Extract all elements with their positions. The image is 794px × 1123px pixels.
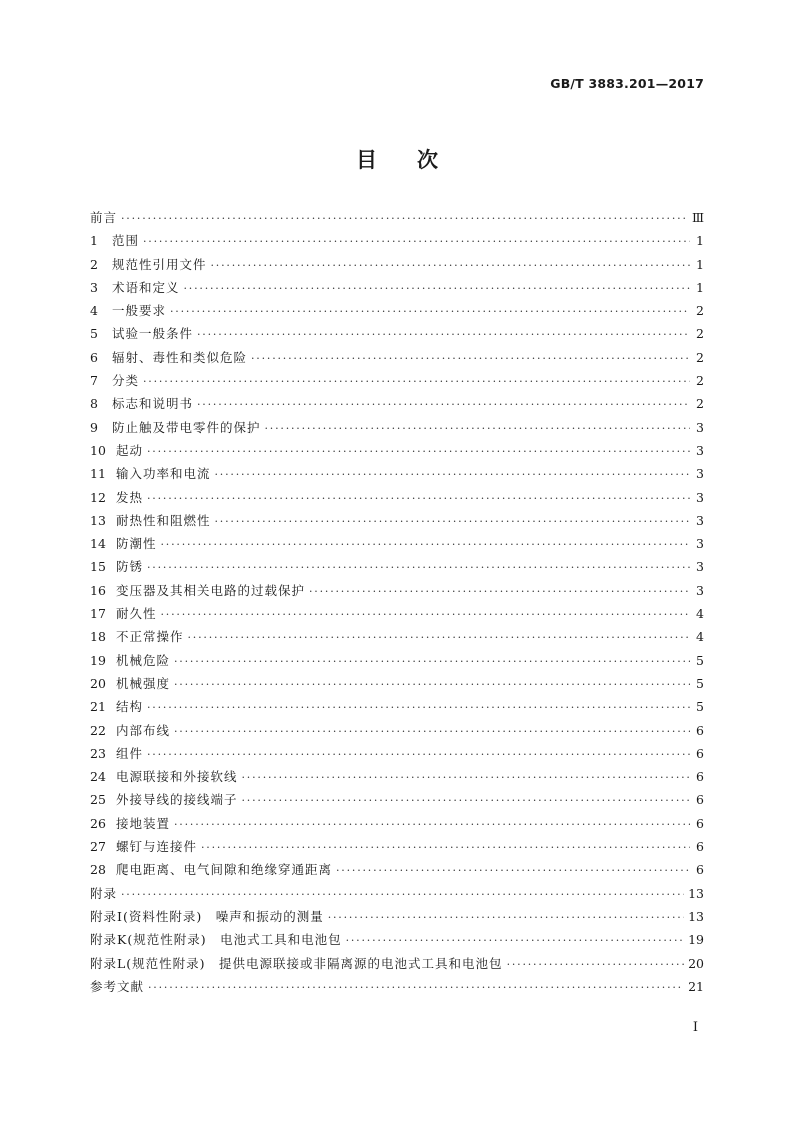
toc-entry-number: 19	[90, 652, 106, 668]
toc-entry-page: 13	[688, 908, 704, 924]
toc-entry-title: 试验一般条件	[112, 326, 194, 342]
toc-entry-page: 3	[696, 489, 704, 505]
toc-dot-leader	[215, 510, 690, 533]
toc-entry[interactable]	[90, 555, 704, 578]
toc-entry-page: 21	[688, 978, 704, 994]
toc-entry[interactable]	[90, 229, 704, 252]
toc-entry-number: 20	[90, 675, 106, 691]
toc-entry-number: 14	[90, 536, 106, 552]
toc-dot-leader	[147, 556, 690, 579]
toc-entry[interactable]	[90, 299, 704, 322]
toc-entry-title: 规范性引用文件	[112, 256, 207, 272]
toc-entry[interactable]	[90, 742, 704, 765]
toc-dot-leader	[201, 836, 690, 859]
toc-entry[interactable]	[90, 392, 704, 415]
toc-entry-page: 6	[696, 745, 704, 761]
toc-entry-title: 附录K(规范性附录) 电池式工具和电池包	[90, 932, 342, 948]
toc-entry-number: 16	[90, 582, 106, 598]
toc-entry-title: 附录L(规范性附录) 提供电源联接或非隔离源的电池式工具和电池包	[90, 955, 503, 971]
toc-entry-number: 3	[90, 279, 98, 295]
toc-entry-title: 范围	[112, 233, 140, 249]
toc-entry-title: 机械强度	[116, 675, 171, 691]
toc-dot-leader	[161, 533, 690, 556]
toc-entry-title: 爬电距离、电气间隙和绝缘穿通距离	[116, 862, 333, 878]
toc-entry-number: 1	[90, 233, 98, 249]
toc-dot-leader	[251, 347, 690, 370]
toc-entry-page: 4	[696, 629, 704, 645]
toc-entry-number: 5	[90, 326, 98, 342]
toc-entry-page: 1	[696, 233, 704, 249]
toc-dot-leader	[242, 766, 690, 789]
toc-dot-leader	[148, 976, 684, 999]
toc-entry-number: 11	[90, 466, 106, 482]
toc-entry-number: 13	[90, 512, 106, 528]
toc-entry-page: 3	[696, 536, 704, 552]
toc-entry[interactable]	[90, 695, 704, 718]
toc-dot-leader	[147, 743, 690, 766]
toc-entry-title: 组件	[116, 745, 144, 761]
toc-entry[interactable]	[90, 882, 704, 905]
toc-entry-number: 26	[90, 815, 106, 831]
toc-dot-leader	[174, 720, 690, 743]
toc-entry[interactable]	[90, 788, 704, 811]
toc-entry-page: 6	[696, 722, 704, 738]
toc-dot-leader	[336, 859, 690, 882]
toc-entry[interactable]	[90, 905, 704, 928]
toc-entry-number: 23	[90, 745, 106, 761]
toc-entry-page: 5	[696, 652, 704, 668]
toc-entry[interactable]	[90, 462, 704, 485]
toc-dot-leader	[161, 603, 690, 626]
toc-entry-page: 3	[696, 512, 704, 528]
toc-dot-leader	[309, 580, 690, 603]
toc-entry-page: 19	[688, 932, 704, 948]
toc-entry[interactable]	[90, 346, 704, 369]
toc-dot-leader	[147, 696, 690, 719]
toc-entry-title: 一般要求	[112, 303, 167, 319]
toc-entry-title: 耐热性和阻燃性	[116, 512, 211, 528]
toc-entry-number: 18	[90, 629, 106, 645]
toc-entry-page: 3	[696, 559, 704, 575]
toc-entry-number: 27	[90, 839, 106, 855]
toc-entry[interactable]	[90, 486, 704, 509]
toc-entry-page: 13	[688, 885, 704, 901]
toc-entry-page: 3	[696, 582, 704, 598]
toc-entry-page: 6	[696, 769, 704, 785]
toc-entry-title: 标志和说明书	[112, 396, 194, 412]
toc-entry[interactable]	[90, 602, 704, 625]
toc-entry-number: 21	[90, 699, 106, 715]
toc-dot-leader	[170, 300, 690, 323]
toc-dot-leader	[174, 813, 690, 836]
toc-entry[interactable]	[90, 858, 704, 881]
toc-entry-title: 变压器及其相关电路的过载保护	[116, 582, 306, 598]
toc-entry-title: 术语和定义	[112, 279, 180, 295]
toc-entry-page: 3	[696, 419, 704, 435]
toc-entry-number: 8	[90, 396, 98, 412]
toc-entry-page: 4	[696, 606, 704, 622]
toc-entry[interactable]	[90, 952, 704, 975]
toc-entry-number: 12	[90, 489, 106, 505]
toc-dot-leader	[174, 650, 690, 673]
toc-entry[interactable]	[90, 509, 704, 532]
toc-entry-number: 6	[90, 349, 98, 365]
toc-entry-title: 耐久性	[116, 606, 157, 622]
toc-entry-page: 2	[696, 326, 704, 342]
toc-entry-title: 辐射、毒性和类似危险	[112, 349, 248, 365]
toc-entry-title: 外接导线的接线端子	[116, 792, 238, 808]
toc-entry-page: 5	[696, 675, 704, 691]
toc-entry[interactable]	[90, 812, 704, 835]
toc-dot-leader	[328, 906, 684, 929]
toc-entry-title: 附录	[90, 885, 118, 901]
toc-entry[interactable]	[90, 416, 704, 439]
toc-dot-leader	[346, 929, 685, 952]
toc-entry-title: 防止触及带电零件的保护	[112, 419, 261, 435]
toc-entry-title: 电源联接和外接软线	[116, 769, 238, 785]
toc-entry-title: 防潮性	[116, 536, 157, 552]
toc-entry-number: 17	[90, 606, 106, 622]
toc-entry-page: 1	[696, 279, 704, 295]
toc-entry[interactable]	[90, 532, 704, 555]
toc-entry-page: Ⅲ	[691, 210, 704, 225]
standard-code: GB/T 3883.201—2017	[550, 76, 704, 91]
toc-entry[interactable]	[90, 719, 704, 742]
toc-entry-title: 前言	[90, 210, 118, 225]
toc-entry-page: 6	[696, 792, 704, 808]
toc-entry[interactable]	[90, 369, 704, 392]
toc-dot-leader	[147, 440, 690, 463]
toc-entry-page: 1	[696, 256, 704, 272]
toc-entry-title: 不正常操作	[116, 629, 184, 645]
toc-entry-page: 2	[696, 373, 704, 389]
toc-dot-leader	[265, 417, 690, 440]
toc-dot-leader	[143, 230, 690, 253]
toc-entry-number: 4	[90, 303, 98, 319]
toc-dot-leader	[197, 393, 690, 416]
toc-entry[interactable]	[90, 649, 704, 672]
toc-entry-title: 螺钉与连接件	[116, 839, 198, 855]
toc-entry-number: 22	[90, 722, 106, 738]
toc-entry[interactable]	[90, 765, 704, 788]
toc-entry-page: 6	[696, 839, 704, 855]
toc-dot-leader	[197, 323, 690, 346]
toc-dot-leader	[184, 277, 690, 300]
toc-entry-page: 3	[696, 466, 704, 482]
toc-dot-leader	[507, 953, 685, 976]
toc-entry-page: 2	[696, 396, 704, 412]
toc-entry-page: 6	[696, 862, 704, 878]
toc-entry-page: 2	[696, 303, 704, 319]
toc-entry[interactable]	[90, 276, 704, 299]
toc-entry[interactable]	[90, 672, 704, 695]
toc-dot-leader	[147, 487, 690, 510]
toc-entry-number: 10	[90, 442, 106, 458]
toc-dot-leader	[174, 673, 690, 696]
toc-entry-number: 9	[90, 419, 98, 435]
toc-entry[interactable]	[90, 322, 704, 345]
toc-entry-page: 5	[696, 699, 704, 715]
toc-entry-title: 防锈	[116, 559, 144, 575]
toc-dot-leader	[188, 626, 690, 649]
toc-entry[interactable]	[90, 439, 704, 462]
toc-entry-title: 发热	[116, 489, 144, 505]
toc-entry-title: 起动	[116, 442, 144, 458]
page-title: 目次	[356, 147, 478, 172]
toc-entry[interactable]	[90, 579, 704, 602]
toc-entry-number: 2	[90, 256, 98, 272]
toc-entry[interactable]	[90, 835, 704, 858]
toc-entry[interactable]	[90, 253, 704, 276]
toc-entry-title: 机械危险	[116, 652, 171, 668]
toc-dot-leader	[121, 207, 688, 230]
toc-entry-title: 参考文献	[90, 978, 145, 994]
toc-entry[interactable]	[90, 928, 704, 951]
toc-entry-number: 25	[90, 792, 106, 808]
toc-entry-title: 接地装置	[116, 815, 171, 831]
toc-entry-number: 15	[90, 559, 106, 575]
toc-dot-leader	[121, 883, 684, 906]
toc-entry-title: 结构	[116, 699, 144, 715]
toc-entry[interactable]	[90, 206, 704, 229]
toc-entry-number: 28	[90, 862, 106, 878]
page-number: I	[692, 1020, 698, 1035]
toc-entry-title: 输入功率和电流	[116, 466, 211, 482]
toc-dot-leader	[143, 370, 690, 393]
toc-dot-leader	[242, 789, 690, 812]
table-of-contents	[90, 206, 704, 998]
toc-entry[interactable]	[90, 975, 704, 998]
toc-entry-page: 20	[688, 955, 704, 971]
toc-entry-title: 附录Ⅰ(资料性附录) 噪声和振动的测量	[90, 908, 324, 924]
toc-dot-leader	[215, 463, 690, 486]
toc-entry-page: 2	[696, 349, 704, 365]
toc-entry-title: 内部布线	[116, 722, 171, 738]
toc-entry[interactable]	[90, 625, 704, 648]
toc-entry-page: 6	[696, 815, 704, 831]
toc-dot-leader	[211, 254, 690, 277]
toc-entry-number: 24	[90, 769, 106, 785]
toc-entry-number: 7	[90, 373, 98, 389]
toc-entry-page: 3	[696, 442, 704, 458]
toc-entry-title: 分类	[112, 373, 140, 389]
